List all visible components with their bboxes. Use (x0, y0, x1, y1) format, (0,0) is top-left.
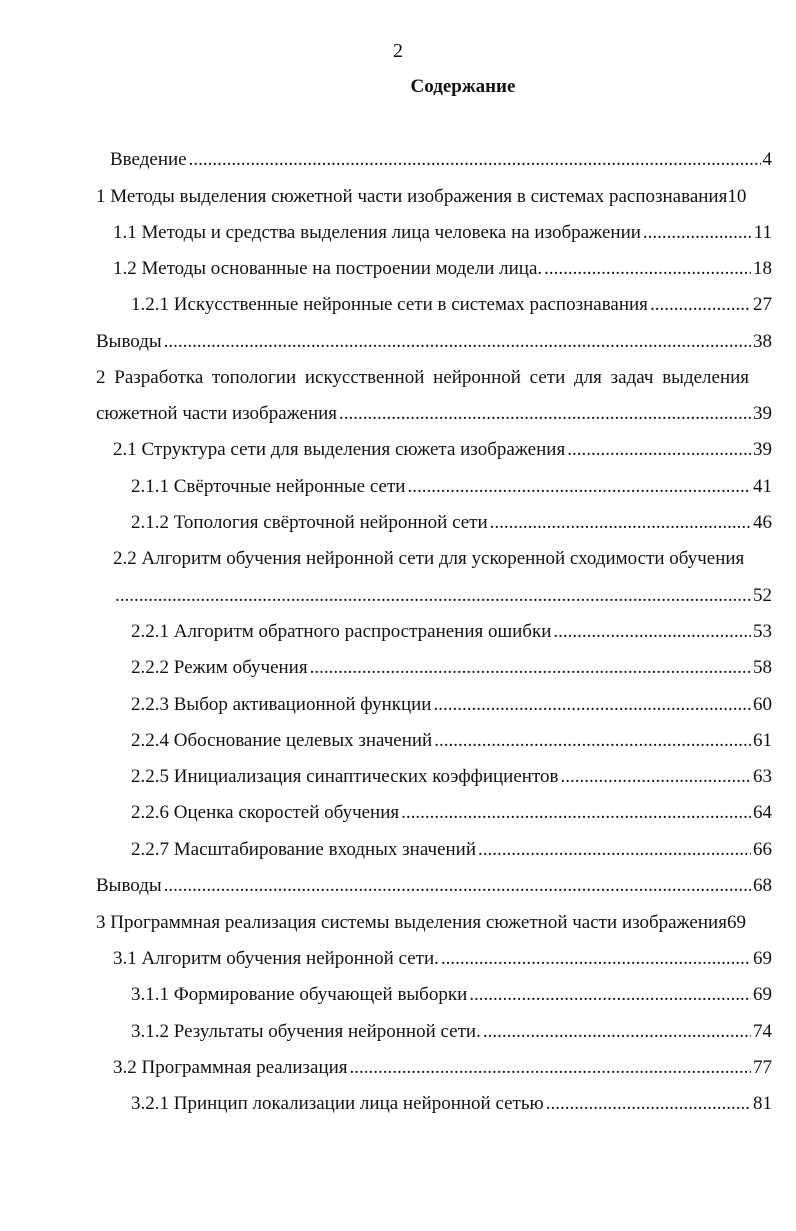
toc-leader (339, 401, 751, 427)
toc-entry[interactable] (131, 292, 772, 318)
toc-entry-text: 3.2.1 Принцип локализации лица нейронной сетью (131, 1093, 544, 1114)
toc-leader (469, 982, 751, 1008)
toc-entry-page: 39 (753, 403, 772, 424)
toc-entry[interactable] (113, 437, 772, 463)
toc-entry-text: сюжетной части изображения (96, 403, 338, 424)
toc-entry[interactable] (96, 365, 772, 391)
toc-leader (407, 474, 751, 500)
toc-entry-page: 64 (753, 802, 772, 823)
toc-entry[interactable] (113, 220, 772, 246)
toc-entry[interactable] (131, 692, 772, 718)
toc-leader (478, 837, 751, 863)
toc-entry-page: 18 (753, 258, 772, 279)
toc-entry-page: 81 (753, 1093, 772, 1114)
toc-entry[interactable] (131, 800, 772, 826)
toc-entry[interactable] (96, 873, 772, 899)
toc-entry-page: 38 (753, 331, 772, 352)
toc-entry-page: 74 (753, 1021, 772, 1042)
toc-leader (490, 510, 751, 536)
toc-title: Содержание (410, 76, 516, 97)
toc-entry-page: 41 (753, 476, 772, 497)
toc-leader (164, 329, 751, 355)
toc-entry[interactable] (113, 583, 772, 609)
toc-leader (567, 437, 751, 463)
toc-leader (189, 147, 761, 173)
toc-entry[interactable] (113, 946, 772, 972)
toc-entry-text: 2.2.6 Оценка скоростей обучения (131, 802, 400, 823)
toc-leader (433, 692, 751, 718)
toc-entry-page: 61 (753, 730, 772, 751)
toc-entry-page: 63 (753, 766, 772, 787)
toc-entry-page: 69 (753, 948, 772, 969)
toc-entry-text: 1 Методы выделения сюжетной части изображения в системах распознавания (96, 186, 728, 207)
toc-entry[interactable] (96, 329, 772, 355)
toc-leader (546, 1091, 751, 1117)
toc-entry-page: 53 (753, 621, 772, 642)
toc-entry-page: 69 (726, 912, 746, 933)
toc-entry[interactable] (131, 1091, 772, 1117)
toc-entry[interactable] (131, 728, 772, 754)
toc-entry-text: 2.1.2 Топология свёрточной нейронной сети (131, 512, 488, 533)
toc-entry-page: 11 (753, 222, 772, 243)
toc-leader (350, 1055, 751, 1081)
toc-entry-page: 69 (753, 984, 772, 1005)
toc-leader (553, 619, 751, 645)
toc-leader (164, 873, 751, 899)
toc-entry-text: 2.1.1 Свёрточные нейронные сети (131, 476, 406, 497)
toc-entry[interactable] (131, 982, 772, 1008)
toc-entry-text: 3.1 Алгоритм обучения нейронной сети. (113, 948, 439, 969)
toc-entry[interactable] (96, 401, 772, 427)
toc-entry-text: 2.1 Структура сети для выделения сюжета изображения (113, 439, 566, 460)
toc-entry-text: 2.2.5 Инициализация синаптических коэффициентов (131, 766, 559, 787)
toc-entry-text: 3.1.1 Формирование обучающей выборки (131, 984, 468, 1005)
toc-entry-text: Выводы (96, 875, 162, 896)
toc-entry[interactable] (131, 764, 772, 790)
toc-entry[interactable] (110, 147, 772, 173)
toc-entry[interactable] (96, 910, 772, 936)
toc-entry[interactable] (96, 184, 772, 210)
toc-entry-page: 46 (753, 512, 772, 533)
toc-entry[interactable] (113, 546, 772, 572)
toc-entry-text: 2.2.7 Масштабирование входных значений (131, 839, 477, 860)
toc-entry-page: 10 (727, 186, 747, 207)
toc-entry[interactable] (113, 1055, 772, 1081)
toc-entry-page: 66 (753, 839, 772, 860)
toc-entry-page: 27 (753, 294, 772, 315)
toc-entry-page: 68 (753, 875, 772, 896)
toc-entry[interactable] (131, 510, 772, 536)
toc-entry-text: 1.2 Методы основанные на построении модели лица. (113, 258, 543, 279)
toc-entry-text: 3.2 Программная реализация (113, 1057, 348, 1078)
toc-entry[interactable] (113, 256, 772, 282)
toc-entry-page: 58 (753, 657, 772, 678)
toc-entry[interactable] (131, 474, 772, 500)
toc-entry[interactable] (131, 1019, 772, 1045)
toc-entry-page: 4 (762, 149, 772, 170)
toc-entry-page: 60 (753, 694, 772, 715)
toc-entry[interactable] (131, 619, 772, 645)
toc-entry[interactable] (131, 837, 772, 863)
toc-entry-text: 1.1 Методы и средства выделения лица человека на изображении (113, 222, 641, 243)
toc-entry-text: 2.2.1 Алгоритм обратного распространения ошибки (131, 621, 552, 642)
toc-entry[interactable] (131, 655, 772, 681)
toc-leader (441, 946, 751, 972)
toc-leader (483, 1019, 751, 1045)
toc-entry-page: 77 (753, 1057, 772, 1078)
toc-entry-text: 2.2.4 Обоснование целевых значений (131, 730, 433, 751)
toc-leader (643, 220, 752, 246)
toc-entry-text: Выводы (96, 331, 162, 352)
toc-entry-page: 52 (753, 585, 772, 606)
toc-entry-text: 3.1.2 Результаты обучения нейронной сети. (131, 1021, 481, 1042)
toc-entry-text: 2.2.2 Режим обучения (131, 657, 308, 678)
toc-leader (434, 728, 751, 754)
toc-entry-text: 2.2.3 Выбор активационной функции (131, 694, 432, 715)
toc-entry-page: 39 (753, 439, 772, 460)
toc-leader (115, 583, 751, 609)
toc-entry-text: 2 Разработка топологии искусственной нейронной сети для задач выделения (96, 367, 750, 388)
toc-leader (560, 764, 751, 790)
toc-entry-text: 3 Программная реализация системы выделения сюжетной части изображения (96, 912, 727, 933)
toc-entry-text: 1.2.1 Искусственные нейронные сети в системах распознавания (131, 294, 648, 315)
toc-leader (401, 800, 751, 826)
page-number: 2 (393, 40, 403, 62)
toc-entry-text: Введение (110, 149, 187, 170)
toc-leader (310, 655, 751, 681)
toc-leader (650, 292, 751, 318)
toc-leader (544, 256, 751, 282)
toc-entry-text: 2.2 Алгоритм обучения нейронной сети для ускоренной сходимости обучения (113, 548, 745, 569)
